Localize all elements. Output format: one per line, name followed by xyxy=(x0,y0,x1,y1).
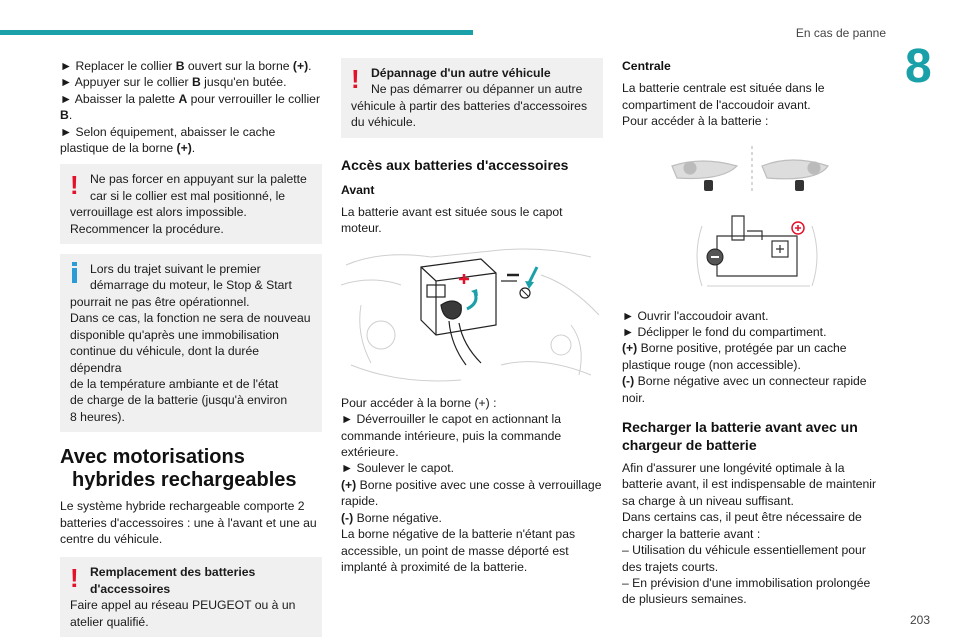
section-heading: Accès aux batteries d'accessoires xyxy=(341,156,569,173)
step-item: ► Ouvrir l'accoudoir avant. xyxy=(622,308,769,323)
warning-icon: ! xyxy=(70,170,79,201)
step-item: ► Selon équipement, abaisser le cache plastique de la borne (+). xyxy=(60,124,276,156)
section-heading: Avec motorisations hybrides rechargeables xyxy=(60,446,297,492)
step-list xyxy=(60,58,322,156)
charge-intro: Afin d'assurer une longévité optimale à la batterie avant, il est indispensable de maintenir sa charge à un niveau suffisant. xyxy=(622,461,877,508)
column-2 xyxy=(341,58,603,575)
plus-cover-icon xyxy=(792,222,804,234)
minus-terminal-desc: (-) Borne négative avec un connecteur rapide noir. xyxy=(622,374,867,405)
lock-icon xyxy=(704,180,804,191)
minus-terminal-desc: (-) Borne négative. xyxy=(341,510,442,525)
warning-box: ! Dépannage d'un autre véhicule Ne pas démarrer ou dépanner un autre véhicule à partir des batteries d'accessoires du véhicule. xyxy=(341,58,603,138)
header-accent-bar xyxy=(0,30,473,35)
section-heading: Recharger la batterie avant avec un chargeur de batterie xyxy=(622,419,858,454)
plus-terminal-desc: (+) Borne positive, protégée par un cache plastique rouge (non accessible). xyxy=(622,341,847,372)
step-item: ► Soulever le capot. xyxy=(341,461,455,476)
minus-terminal-icon xyxy=(507,275,530,298)
info-box: Lors du trajet suivant le premier démarrage du moteur, le Stop & Start pourrait ne pas être opérationnel. Dans ce cas, la fonction ne sera de nouveau disponible qu'après une immobilisation continue du véhicule, dont la durée dépendra de la température ambiante et de l'état de charge de la batterie (jusqu'à environ 8 heures). xyxy=(60,254,322,432)
sub-heading: Centrale xyxy=(622,59,671,73)
step-item: ► Déclipper le fond du compartiment. xyxy=(622,325,827,340)
minus-connector-icon xyxy=(707,249,723,265)
central-battery-illustration xyxy=(622,136,884,300)
armrest-drawing xyxy=(622,136,884,300)
access-intro: Pour accéder à la borne (+) : xyxy=(341,395,497,410)
front-battery-illustration xyxy=(341,245,603,391)
ground-note: La borne négative de la batterie n'étant pas accessible, un point de masse déporté est implanté à proximité de la batterie. xyxy=(341,527,576,574)
hybrid-intro: Le système hybride rechargeable comporte 2 batteries d'accessoires : une à l'avant et une au centre du véhicule. xyxy=(60,499,317,546)
charge-cases: Dans certains cas, il peut être nécessaire de charger la batterie avant : xyxy=(622,510,862,541)
plus-terminal-icon xyxy=(459,274,469,284)
warning-box: ! Ne pas forcer en appuyant sur la palette car si le collier est mal positionné, le verrouillage est alors impossible. Recommencer la procédure. xyxy=(60,164,322,244)
warning-icon: ! xyxy=(351,64,360,94)
warning-icon: ! xyxy=(70,563,79,594)
step-item: ► Abaisser la palette A pour verrouiller le collier B. xyxy=(60,91,321,123)
warning-box: ! Remplacement des batteries d'accessoires Faire appel au réseau PEUGEOT ou à un atelier qualifié. xyxy=(60,557,322,637)
charge-case-item: – Utilisation du véhicule essentiellement pour des trajets courts. xyxy=(622,543,866,574)
step-item: ► Replacer le collier B ouvert sur la borne (+). xyxy=(60,59,312,73)
plus-terminal-desc: (+) Borne positive avec une cosse à verrouillage rapide. xyxy=(341,477,602,509)
step-item: ► Déverrouiller le capot en actionnant la commande intérieure, puis la commande extérieure. xyxy=(341,412,562,460)
sub-heading: Avant xyxy=(341,182,375,197)
page-number: 203 xyxy=(909,613,930,627)
chapter-number: 8 xyxy=(905,40,932,93)
section-title: En cas de panne xyxy=(795,26,886,40)
access-intro: Pour accéder à la batterie : xyxy=(622,114,769,129)
column-1 xyxy=(60,58,322,637)
front-battery-intro: La batterie avant est située sous le capot moteur. xyxy=(341,205,563,236)
charge-case-item: – En prévision d'une immobilisation prolongée de plusieurs semaines. xyxy=(622,575,871,607)
engine-bay-drawing xyxy=(341,245,603,391)
central-battery-intro: La batterie centrale est située dans le compartiment de l'accoudoir avant. xyxy=(622,81,825,112)
column-3 xyxy=(622,58,884,608)
step-item: ► Appuyer sur le collier B jusqu'en butée. xyxy=(60,75,287,90)
